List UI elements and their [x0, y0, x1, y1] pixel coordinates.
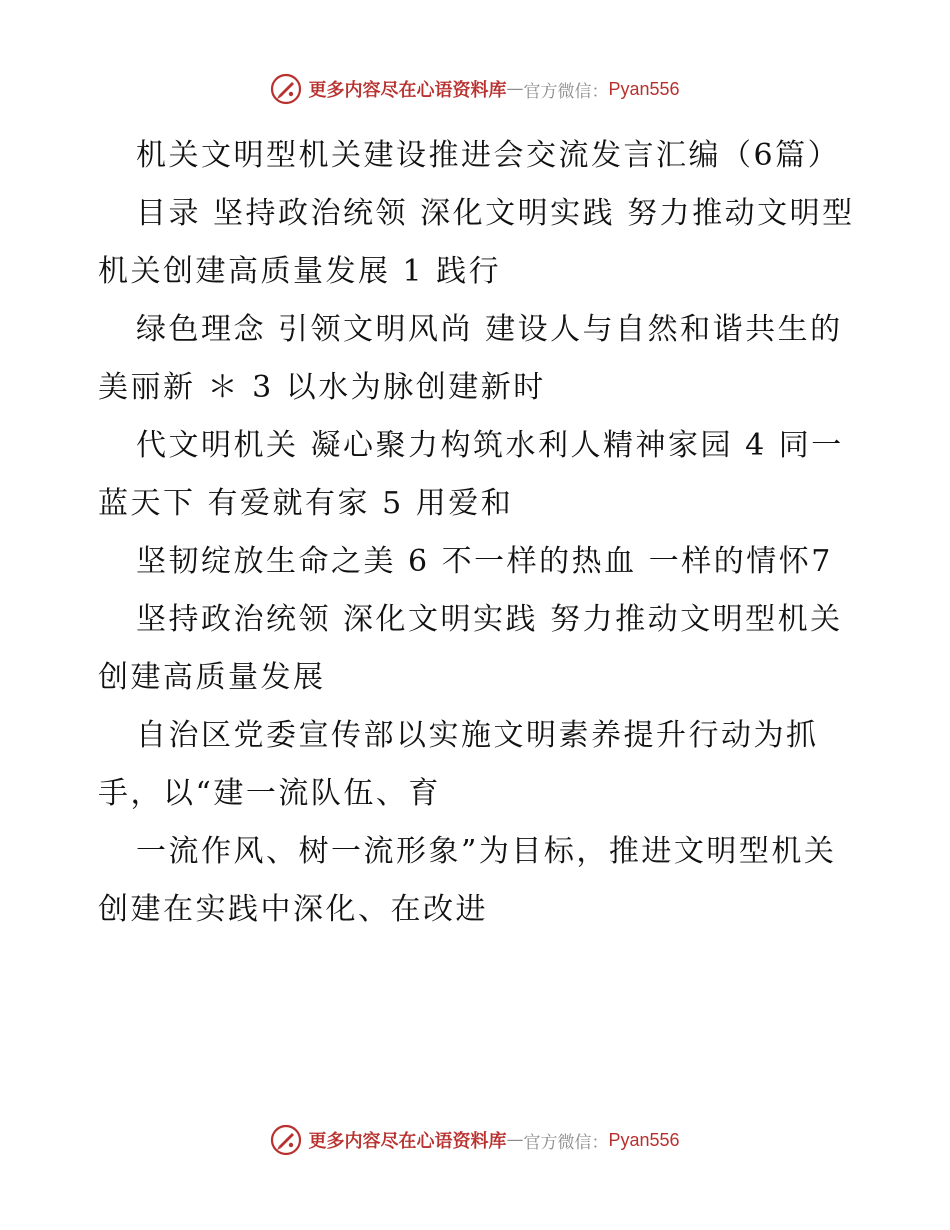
header-watermark [0, 72, 950, 106]
toc-line-4: 坚韧绽放生命之美 6 不一样的热血 一样的情怀7 [136, 544, 833, 579]
quill-pen-logo-icon [270, 73, 302, 105]
body-paragraph-1: 自治区党委宣传部以实施文明素养提升行动为抓手，以“建一流队伍、育 [98, 718, 819, 811]
watermark-brand-text: 更多内容尽在心语资料库 [308, 80, 507, 101]
watermark-dash: — [506, 79, 524, 99]
toc-line-1: 目录 坚持政治统领 深化文明实践 努力推动文明型机关创建高质量发展 1 践行 [98, 196, 855, 289]
watermark-brand-text: 更多内容尽在心语资料库 [308, 1131, 507, 1152]
toc-line-3: 代文明机关 凝心聚力构筑水利人精神家园 4 同一蓝天下 有爱就有家 5 用爱和 [98, 428, 844, 521]
footer-watermark [0, 1123, 950, 1157]
quill-pen-logo-icon [270, 1124, 302, 1156]
section-heading: 坚持政治统领 深化文明实践 努力推动文明型机关创建高质量发展 [98, 602, 843, 695]
watermark-wechat-label: 官方微信： [523, 81, 609, 102]
watermark-dash: — [506, 1130, 524, 1150]
watermark-wechat-id: Pyan556 [608, 78, 680, 99]
document-title: 机关文明型机关建设推进会交流发言汇编（6篇） [136, 138, 841, 173]
document-body [98, 127, 868, 939]
watermark-wechat-id: Pyan556 [608, 1129, 680, 1150]
body-paragraph-2: 一流作风、树一流形象”为目标，推进文明型机关创建在实践中深化、在改进 [98, 834, 837, 927]
toc-line-2: 绿色理念 引领文明风尚 建设人与自然和谐共生的美丽新 ＊ 3 以水为脉创建新时 [98, 312, 843, 405]
watermark-wechat-label: 官方微信： [523, 1132, 609, 1153]
